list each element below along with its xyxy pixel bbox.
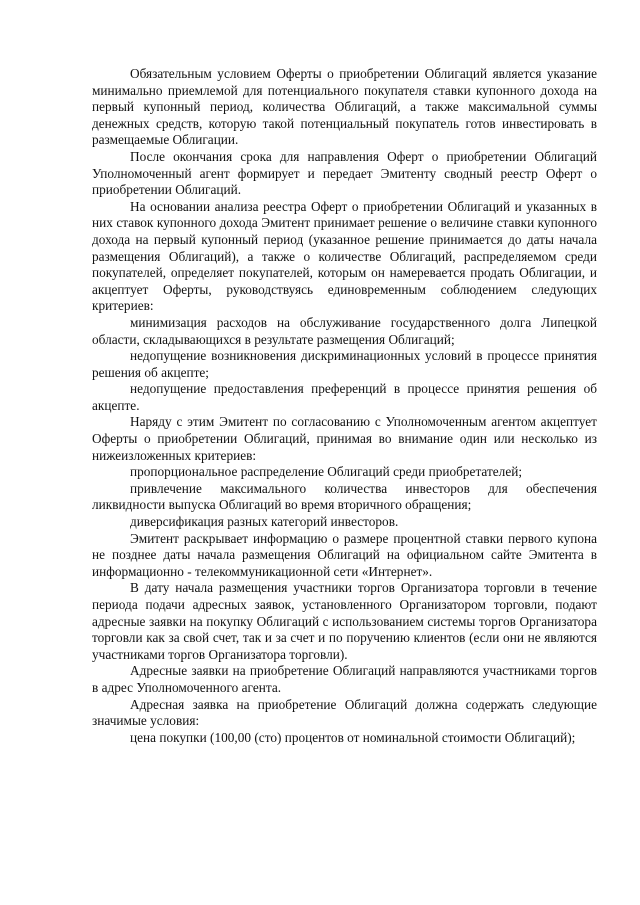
list-item: пропорциональное распределение Облигаций среди приобретателей; [130,464,523,480]
paragraph: Наряду с этим Эмитент по согласованию с Уполномоченным агентом акцептует Оферты о приобретении Облигаций, принимая во внимание один или несколько из нижеизложенных критериев: [92,414,597,463]
paragraph: Адресные заявки на приобретение Облигаций направляются участниками торгов в адрес Уполномоченного агента. [92,663,597,695]
list-item: недопущение возникновения дискриминационных условий в процессе принятия решения об акцепте; [92,348,597,380]
paragraph: После окончания срока для направления Оферт о приобретении Облигаций Уполномоченный агент формирует и передает Эмитенту сводный реестр Оферт о приобретении Облигаций. [92,148,597,198]
paragraph: Адресная заявка на приобретение Облигаций должна содержать следующие значимые условия: [92,696,597,729]
paragraph: Обязательным условием Оферты о приобретении Облигаций является указание минимально приемлемой для потенциального покупателя ставки купонного дохода на первый купонный период, количества Облигаций, а также максимальной суммы денежных средств, которую такой потенциальный покупатель готов инвестировать в размещаемые Облигации. [92,66,597,148]
paragraph: Эмитент раскрывает информацию о размере процентной ставки первого купона не позднее даты начала размещения Облигаций на официальном сайте Эмитента в информационно - телекоммуникационной сети «Интернет». [92,530,597,579]
paragraph: На основании анализа реестра Оферт о приобретении Облигаций и указанных в них ставок купонного дохода Эмитент принимает решение о величине ставки купонного дохода на первый купонный период (указанное решение принимается до даты начала размещения Облигаций), а также о количестве Облигаций, распределяемом среди покупателей, определяет покупателей, которым он намеревается продать Облигации, и акцептует Оферты, руководствуясь единовременным соблюдением следующих критериев: [92,198,597,314]
list-item: диверсификация разных категорий инвесторов. [130,514,399,530]
list-item: минимизация расходов на обслуживание государственного долга Липецкой области, складывающихся в результате размещения Облигаций; [92,314,597,347]
list-item: привлечение максимального количества инвесторов для обеспечения ликвидности выпуска Облигаций во время вторичного обращения; [92,480,597,513]
list-item: цена покупки (100,00 (сто) процентов от номинальной стоимости Облигаций); [130,729,576,745]
list-item: недопущение предоставления преференций в процессе принятия решения об акцепте. [92,381,597,413]
document-page [92,66,597,746]
paragraph: В дату начала размещения участники торгов Организатора торговли в течение периода подачи адресных заявок, установленного Организатором торговли, подают адресные заявки на покупку Облигаций с использованием системы торгов Организатора торговли как за свой счет, так и за счет и по поручению клиентов (если они не являются участниками торгов Организатора торговли). [92,580,597,662]
